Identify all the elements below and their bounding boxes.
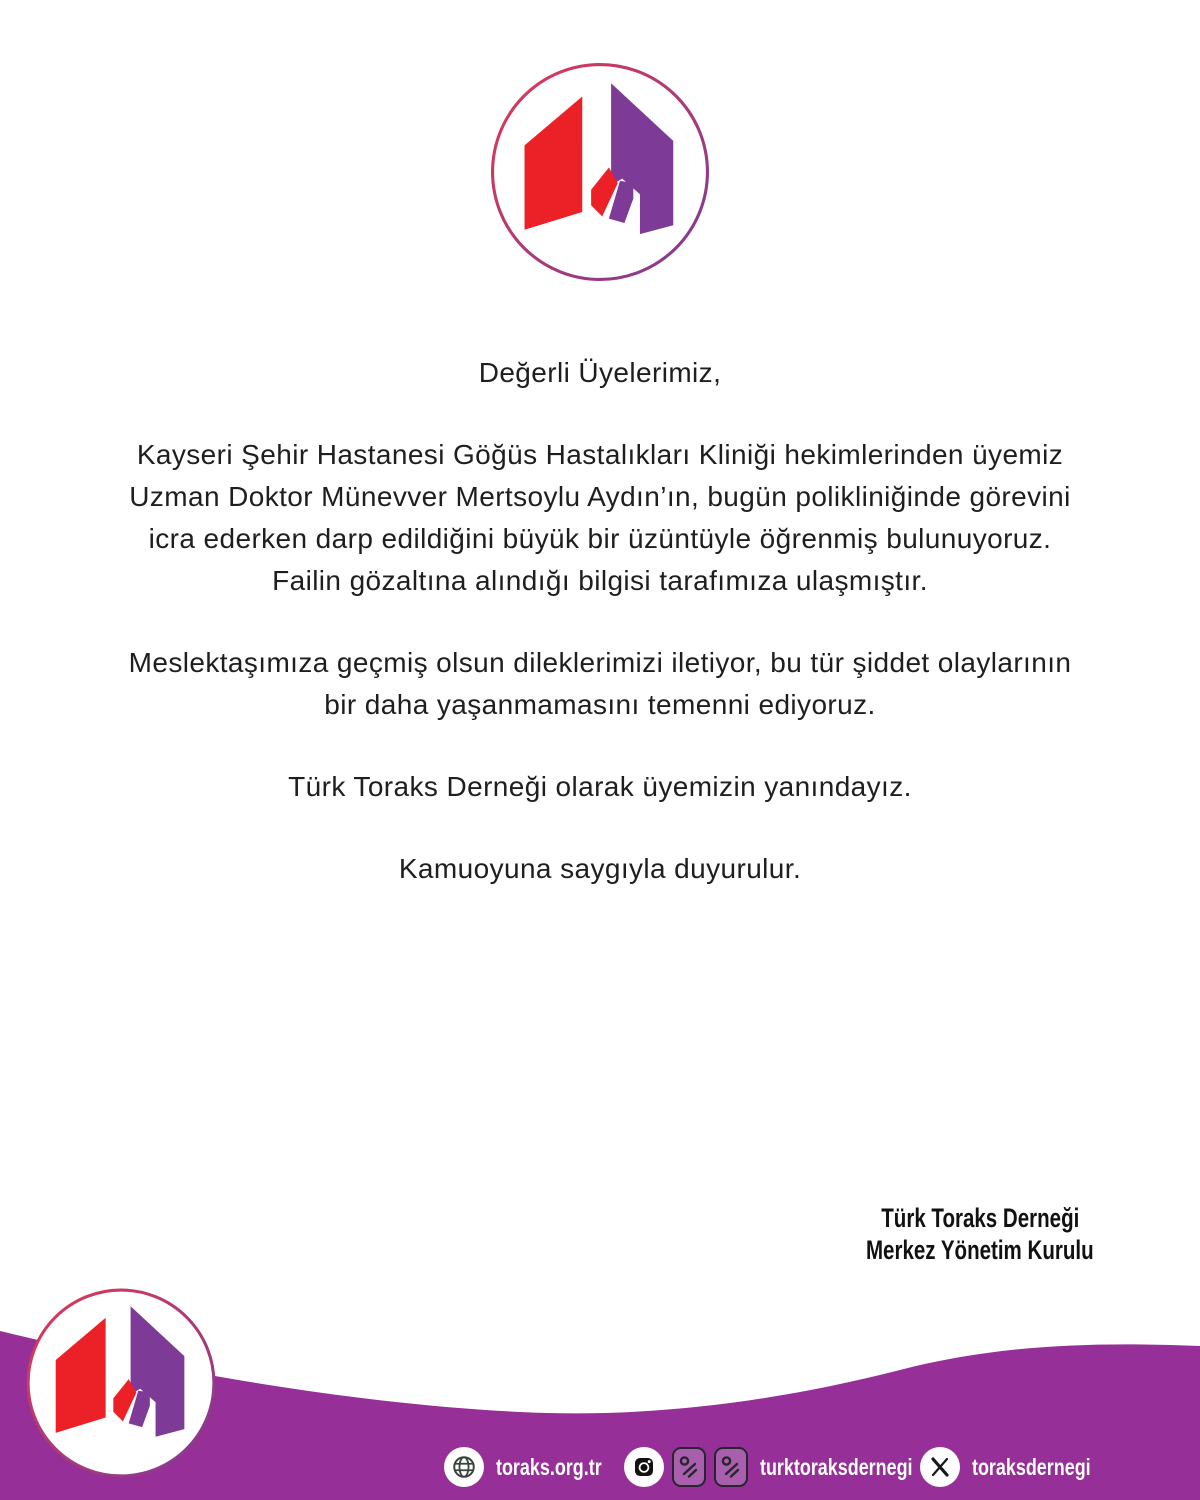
signature-org: Türk Toraks Derneği — [881, 1203, 1080, 1233]
website-group — [444, 1447, 631, 1487]
announcement-body — [0, 352, 1200, 930]
ttd-logo-top — [489, 61, 711, 283]
signature-board: Merkez Yönetim Kurulu — [866, 1235, 1095, 1265]
body-line: Failin gözaltına alındığı bilgisi tarafımıza ulaşmıştır. — [272, 565, 928, 596]
instagram-group — [624, 1447, 956, 1487]
x-handle-label: toraksdernegi — [972, 1453, 1091, 1480]
body-line: Kayseri Şehir Hastanesi Göğüs Hastalıkları Kliniği hekimlerinden üyemiz — [136, 439, 1064, 470]
body-line: icra ederken darp edildiğini büyük bir üzüntüyle öğrenmiş bulunuyoruz. — [148, 523, 1052, 554]
paragraph-2 — [0, 642, 1200, 726]
instagram-icon — [624, 1447, 664, 1487]
x-twitter-icon — [920, 1447, 960, 1487]
body-line: Meslektaşımıza geçmiş olsun dileklerimizi iletiyor, bu tür şiddet olaylarının — [128, 647, 1072, 678]
paragraph-1 — [0, 434, 1200, 602]
qr-app-icon — [672, 1447, 706, 1487]
x-group — [920, 1447, 1124, 1487]
greeting-text: Değerli Üyelerimiz, — [478, 357, 722, 388]
globe-icon — [444, 1447, 484, 1487]
body-line: Türk Toraks Derneği olarak üyemizin yanındayız. — [288, 771, 912, 802]
body-line: bir daha yaşanmamasını temenni ediyoruz. — [324, 689, 876, 720]
website-label: toraks.org.tr — [496, 1453, 602, 1480]
paragraph-4 — [0, 848, 1200, 890]
body-line: Uzman Doktor Münevver Mertsoylu Aydın’ın, bugün polikliniğinde görevini — [129, 481, 1071, 512]
body-line: Kamuoyuna saygıyla duyurulur. — [398, 853, 802, 884]
instagram-handle-label: turktoraksdernegi — [760, 1453, 913, 1480]
qr-app-icon — [714, 1447, 748, 1487]
signature-block — [830, 1202, 1130, 1266]
paragraph-3 — [0, 766, 1200, 808]
ttd-logo-bottom — [25, 1287, 217, 1479]
